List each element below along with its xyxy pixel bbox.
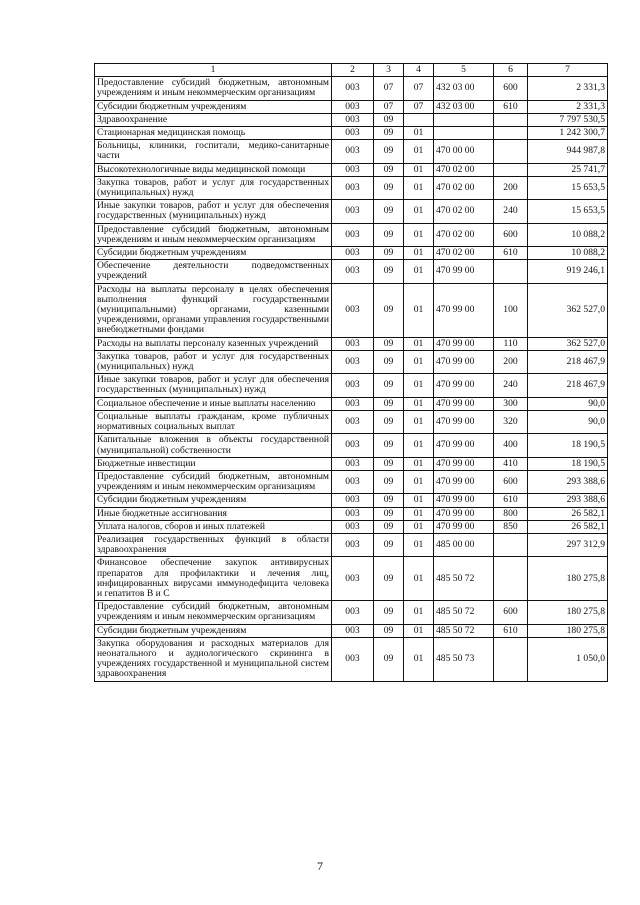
table-header-row bbox=[95, 64, 608, 77]
row-name-cell: Здравоохранение bbox=[95, 113, 332, 126]
row-subsection-code-cell: 01 bbox=[404, 533, 434, 556]
row-ministry-code-cell: 003 bbox=[332, 260, 374, 283]
table-row bbox=[95, 374, 608, 397]
row-name-cell: Предоставление субсидий бюджетным, автономным учреждениям и иным некоммерческим организациям bbox=[95, 470, 332, 493]
row-target-article-cell: 470 99 00 bbox=[434, 397, 494, 410]
row-target-article-cell: 485 50 72 bbox=[434, 601, 494, 624]
row-subsection-code-cell: 01 bbox=[404, 140, 434, 163]
row-subsection-code-cell: 07 bbox=[404, 77, 434, 100]
row-ministry-code-cell: 003 bbox=[332, 410, 374, 433]
row-target-article-cell: 432 03 00 bbox=[434, 100, 494, 113]
row-amount-cell: 25 741,7 bbox=[528, 163, 608, 176]
table-row bbox=[95, 113, 608, 126]
row-section-code-cell: 09 bbox=[374, 140, 404, 163]
row-section-code-cell: 09 bbox=[374, 127, 404, 140]
row-expense-type-cell bbox=[494, 557, 528, 601]
row-ministry-code-cell: 003 bbox=[332, 113, 374, 126]
row-amount-cell: 15 653,5 bbox=[528, 200, 608, 223]
table-row bbox=[95, 100, 608, 113]
table-row bbox=[95, 520, 608, 533]
row-subsection-code-cell: 01 bbox=[404, 397, 434, 410]
row-name-cell: Иные закупки товаров, работ и услуг для обеспечения государственных (муниципальных) нужд bbox=[95, 374, 332, 397]
table-row bbox=[95, 397, 608, 410]
row-ministry-code-cell: 003 bbox=[332, 337, 374, 350]
row-ministry-code-cell: 003 bbox=[332, 557, 374, 601]
row-expense-type-cell bbox=[494, 113, 528, 126]
row-ministry-code-cell: 003 bbox=[332, 374, 374, 397]
table-row bbox=[95, 337, 608, 350]
table-row bbox=[95, 533, 608, 556]
row-ministry-code-cell: 003 bbox=[332, 77, 374, 100]
table-row bbox=[95, 163, 608, 176]
row-name-cell: Высокотехнологичные виды медицинской помощи bbox=[95, 163, 332, 176]
row-name-cell: Больницы, клиники, госпитали, медико-санитарные части bbox=[95, 140, 332, 163]
column-header: 4 bbox=[404, 64, 434, 77]
row-section-code-cell: 09 bbox=[374, 507, 404, 520]
column-header: 3 bbox=[374, 64, 404, 77]
row-subsection-code-cell: 01 bbox=[404, 350, 434, 373]
row-amount-cell: 362 527,0 bbox=[528, 283, 608, 337]
row-ministry-code-cell: 003 bbox=[332, 637, 374, 681]
row-expense-type-cell: 850 bbox=[494, 520, 528, 533]
row-target-article-cell: 470 99 00 bbox=[434, 434, 494, 457]
row-expense-type-cell: 240 bbox=[494, 200, 528, 223]
row-amount-cell: 293 388,6 bbox=[528, 494, 608, 507]
row-target-article-cell: 485 00 00 bbox=[434, 533, 494, 556]
row-name-cell: Закупка товаров, работ и услуг для государственных (муниципальных) нужд bbox=[95, 176, 332, 199]
row-subsection-code-cell: 01 bbox=[404, 247, 434, 260]
row-ministry-code-cell: 003 bbox=[332, 140, 374, 163]
row-target-article-cell: 470 99 00 bbox=[434, 337, 494, 350]
row-subsection-code-cell: 01 bbox=[404, 624, 434, 637]
table-row bbox=[95, 601, 608, 624]
table-row bbox=[95, 557, 608, 601]
row-ministry-code-cell: 003 bbox=[332, 100, 374, 113]
row-section-code-cell: 09 bbox=[374, 557, 404, 601]
row-target-article-cell: 470 99 00 bbox=[434, 470, 494, 493]
row-section-code-cell: 09 bbox=[374, 520, 404, 533]
row-section-code-cell: 09 bbox=[374, 283, 404, 337]
row-amount-cell: 1 242 300,7 bbox=[528, 127, 608, 140]
row-expense-type-cell bbox=[494, 127, 528, 140]
row-name-cell: Предоставление субсидий бюджетным, автономным учреждениям и иным некоммерческим организациям bbox=[95, 601, 332, 624]
row-expense-type-cell bbox=[494, 163, 528, 176]
row-ministry-code-cell: 003 bbox=[332, 247, 374, 260]
row-ministry-code-cell: 003 bbox=[332, 624, 374, 637]
row-expense-type-cell bbox=[494, 260, 528, 283]
row-expense-type-cell: 610 bbox=[494, 494, 528, 507]
table-body bbox=[95, 64, 608, 682]
row-ministry-code-cell: 003 bbox=[332, 397, 374, 410]
row-amount-cell: 180 275,8 bbox=[528, 601, 608, 624]
row-amount-cell: 362 527,0 bbox=[528, 337, 608, 350]
row-ministry-code-cell: 003 bbox=[332, 350, 374, 373]
row-expense-type-cell: 300 bbox=[494, 397, 528, 410]
row-target-article-cell: 470 99 00 bbox=[434, 374, 494, 397]
row-expense-type-cell bbox=[494, 140, 528, 163]
row-name-cell: Бюджетные инвестиции bbox=[95, 457, 332, 470]
row-target-article-cell bbox=[434, 127, 494, 140]
row-amount-cell: 1 050,0 bbox=[528, 637, 608, 681]
row-ministry-code-cell: 003 bbox=[332, 494, 374, 507]
row-target-article-cell: 470 99 00 bbox=[434, 410, 494, 433]
row-name-cell: Субсидии бюджетным учреждениям bbox=[95, 494, 332, 507]
row-subsection-code-cell: 01 bbox=[404, 557, 434, 601]
row-ministry-code-cell: 003 bbox=[332, 533, 374, 556]
row-amount-cell: 293 388,6 bbox=[528, 470, 608, 493]
row-target-article-cell: 485 50 72 bbox=[434, 557, 494, 601]
row-name-cell: Субсидии бюджетным учреждениям bbox=[95, 624, 332, 637]
table-row bbox=[95, 260, 608, 283]
row-section-code-cell: 09 bbox=[374, 113, 404, 126]
row-ministry-code-cell: 003 bbox=[332, 520, 374, 533]
row-name-cell: Закупка оборудования и расходных материалов для неонатального и аудиологического скрининга в учреждениях государственной и муниципальной систем здравоохранения bbox=[95, 637, 332, 681]
column-header: 2 bbox=[332, 64, 374, 77]
row-section-code-cell: 09 bbox=[374, 410, 404, 433]
row-section-code-cell: 09 bbox=[374, 200, 404, 223]
row-amount-cell: 26 582,1 bbox=[528, 520, 608, 533]
table-row bbox=[95, 223, 608, 246]
row-ministry-code-cell: 003 bbox=[332, 507, 374, 520]
row-subsection-code-cell: 01 bbox=[404, 637, 434, 681]
row-expense-type-cell: 800 bbox=[494, 507, 528, 520]
row-target-article-cell: 470 99 00 bbox=[434, 507, 494, 520]
row-amount-cell: 944 987,8 bbox=[528, 140, 608, 163]
row-section-code-cell: 09 bbox=[374, 470, 404, 493]
row-target-article-cell: 432 03 00 bbox=[434, 77, 494, 100]
row-subsection-code-cell: 01 bbox=[404, 163, 434, 176]
row-target-article-cell: 470 99 00 bbox=[434, 520, 494, 533]
row-ministry-code-cell: 003 bbox=[332, 457, 374, 470]
table-row bbox=[95, 283, 608, 337]
row-expense-type-cell: 200 bbox=[494, 350, 528, 373]
row-subsection-code-cell: 01 bbox=[404, 434, 434, 457]
row-name-cell: Предоставление субсидий бюджетным, автономным учреждениям и иным некоммерческим организациям bbox=[95, 77, 332, 100]
row-section-code-cell: 09 bbox=[374, 374, 404, 397]
row-expense-type-cell: 600 bbox=[494, 223, 528, 246]
row-name-cell: Иные бюджетные ассигнования bbox=[95, 507, 332, 520]
table-row bbox=[95, 140, 608, 163]
row-target-article-cell: 470 02 00 bbox=[434, 223, 494, 246]
row-section-code-cell: 09 bbox=[374, 637, 404, 681]
row-ministry-code-cell: 003 bbox=[332, 200, 374, 223]
row-name-cell: Капитальные вложения в объекты государственной (муниципальной) собственности bbox=[95, 434, 332, 457]
row-name-cell: Реализация государственных функций в области здравоохранения bbox=[95, 533, 332, 556]
table-row bbox=[95, 507, 608, 520]
row-expense-type-cell: 610 bbox=[494, 247, 528, 260]
column-header: 5 bbox=[434, 64, 494, 77]
row-subsection-code-cell: 01 bbox=[404, 223, 434, 246]
row-name-cell: Расходы на выплаты персоналу казенных учреждений bbox=[95, 337, 332, 350]
row-target-article-cell: 470 00 00 bbox=[434, 140, 494, 163]
row-expense-type-cell: 600 bbox=[494, 77, 528, 100]
column-header: 7 bbox=[528, 64, 608, 77]
row-subsection-code-cell: 01 bbox=[404, 507, 434, 520]
row-section-code-cell: 09 bbox=[374, 397, 404, 410]
row-subsection-code-cell: 01 bbox=[404, 494, 434, 507]
table-row bbox=[95, 410, 608, 433]
row-name-cell: Иные закупки товаров, работ и услуг для обеспечения государственных (муниципальных) нужд bbox=[95, 200, 332, 223]
page-number: 7 bbox=[317, 859, 323, 873]
row-name-cell: Стационарная медицинская помощь bbox=[95, 127, 332, 140]
row-name-cell: Социальное обеспечение и иные выплаты населению bbox=[95, 397, 332, 410]
row-target-article-cell: 470 99 00 bbox=[434, 494, 494, 507]
row-subsection-code-cell: 01 bbox=[404, 260, 434, 283]
row-subsection-code-cell: 01 bbox=[404, 457, 434, 470]
row-subsection-code-cell: 01 bbox=[404, 470, 434, 493]
budget-table bbox=[94, 63, 608, 682]
row-subsection-code-cell: 01 bbox=[404, 200, 434, 223]
row-target-article-cell: 485 50 73 bbox=[434, 637, 494, 681]
row-amount-cell: 297 312,9 bbox=[528, 533, 608, 556]
row-target-article-cell: 470 99 00 bbox=[434, 350, 494, 373]
row-subsection-code-cell: 01 bbox=[404, 601, 434, 624]
table-row bbox=[95, 200, 608, 223]
row-section-code-cell: 09 bbox=[374, 223, 404, 246]
row-section-code-cell: 09 bbox=[374, 350, 404, 373]
row-target-article-cell bbox=[434, 113, 494, 126]
row-expense-type-cell bbox=[494, 637, 528, 681]
row-ministry-code-cell: 003 bbox=[332, 283, 374, 337]
row-section-code-cell: 09 bbox=[374, 163, 404, 176]
row-target-article-cell: 470 99 00 bbox=[434, 260, 494, 283]
row-target-article-cell: 470 02 00 bbox=[434, 200, 494, 223]
row-ministry-code-cell: 003 bbox=[332, 223, 374, 246]
row-name-cell: Предоставление субсидий бюджетным, автономным учреждениям и иным некоммерческим организациям bbox=[95, 223, 332, 246]
row-amount-cell: 15 653,5 bbox=[528, 176, 608, 199]
table-row bbox=[95, 77, 608, 100]
row-section-code-cell: 09 bbox=[374, 494, 404, 507]
row-section-code-cell: 09 bbox=[374, 337, 404, 350]
row-expense-type-cell: 610 bbox=[494, 100, 528, 113]
table-row bbox=[95, 127, 608, 140]
row-amount-cell: 180 275,8 bbox=[528, 624, 608, 637]
table-row bbox=[95, 247, 608, 260]
row-target-article-cell: 470 02 00 bbox=[434, 247, 494, 260]
row-name-cell: Уплата налогов, сборов и иных платежей bbox=[95, 520, 332, 533]
row-section-code-cell: 07 bbox=[374, 100, 404, 113]
row-section-code-cell: 07 bbox=[374, 77, 404, 100]
row-name-cell: Закупка товаров, работ и услуг для государственных (муниципальных) нужд bbox=[95, 350, 332, 373]
table-row bbox=[95, 176, 608, 199]
row-expense-type-cell: 600 bbox=[494, 601, 528, 624]
row-target-article-cell: 470 02 00 bbox=[434, 176, 494, 199]
column-header: 6 bbox=[494, 64, 528, 77]
row-amount-cell: 180 275,8 bbox=[528, 557, 608, 601]
row-subsection-code-cell: 01 bbox=[404, 520, 434, 533]
column-header: 1 bbox=[95, 64, 332, 77]
row-subsection-code-cell: 01 bbox=[404, 374, 434, 397]
row-amount-cell: 18 190,5 bbox=[528, 434, 608, 457]
row-amount-cell: 18 190,5 bbox=[528, 457, 608, 470]
row-subsection-code-cell: 01 bbox=[404, 337, 434, 350]
row-amount-cell: 26 582,1 bbox=[528, 507, 608, 520]
row-name-cell: Расходы на выплаты персоналу в целях обеспечения выполнения функций государственными (муниципальными) органами, казенными учреждениями, органами управления государственными внебюджетными фондами bbox=[95, 283, 332, 337]
row-expense-type-cell: 600 bbox=[494, 470, 528, 493]
row-subsection-code-cell: 07 bbox=[404, 100, 434, 113]
row-ministry-code-cell: 003 bbox=[332, 470, 374, 493]
row-expense-type-cell: 410 bbox=[494, 457, 528, 470]
row-subsection-code-cell: 01 bbox=[404, 283, 434, 337]
row-section-code-cell: 09 bbox=[374, 176, 404, 199]
table-row bbox=[95, 637, 608, 681]
row-expense-type-cell bbox=[494, 533, 528, 556]
row-amount-cell: 90,0 bbox=[528, 397, 608, 410]
row-ministry-code-cell: 003 bbox=[332, 163, 374, 176]
row-ministry-code-cell: 003 bbox=[332, 601, 374, 624]
table-row bbox=[95, 624, 608, 637]
row-expense-type-cell: 110 bbox=[494, 337, 528, 350]
row-name-cell: Финансовое обеспечение закупок антивирусных препаратов для профилактики и лечения лиц, инфицированных вирусами иммунодефицита человека и гепатитов В и С bbox=[95, 557, 332, 601]
row-subsection-code-cell: 01 bbox=[404, 127, 434, 140]
row-target-article-cell: 470 02 00 bbox=[434, 163, 494, 176]
table-row bbox=[95, 470, 608, 493]
row-ministry-code-cell: 003 bbox=[332, 127, 374, 140]
row-subsection-code-cell bbox=[404, 113, 434, 126]
row-expense-type-cell: 200 bbox=[494, 176, 528, 199]
row-expense-type-cell: 320 bbox=[494, 410, 528, 433]
row-expense-type-cell: 610 bbox=[494, 624, 528, 637]
row-section-code-cell: 09 bbox=[374, 533, 404, 556]
row-name-cell: Обеспечение деятельности подведомственных учреждений bbox=[95, 260, 332, 283]
row-amount-cell: 2 331,3 bbox=[528, 100, 608, 113]
table-row bbox=[95, 350, 608, 373]
row-section-code-cell: 09 bbox=[374, 247, 404, 260]
row-amount-cell: 90,0 bbox=[528, 410, 608, 433]
table-row bbox=[95, 457, 608, 470]
row-amount-cell: 218 467,9 bbox=[528, 374, 608, 397]
row-section-code-cell: 09 bbox=[374, 434, 404, 457]
row-amount-cell: 7 797 530,5 bbox=[528, 113, 608, 126]
row-ministry-code-cell: 003 bbox=[332, 434, 374, 457]
row-expense-type-cell: 240 bbox=[494, 374, 528, 397]
row-target-article-cell: 470 99 00 bbox=[434, 283, 494, 337]
row-target-article-cell: 485 50 72 bbox=[434, 624, 494, 637]
row-amount-cell: 10 088,2 bbox=[528, 223, 608, 246]
row-subsection-code-cell: 01 bbox=[404, 410, 434, 433]
row-section-code-cell: 09 bbox=[374, 457, 404, 470]
row-amount-cell: 10 088,2 bbox=[528, 247, 608, 260]
table-row bbox=[95, 434, 608, 457]
row-amount-cell: 218 467,9 bbox=[528, 350, 608, 373]
row-expense-type-cell: 100 bbox=[494, 283, 528, 337]
row-section-code-cell: 09 bbox=[374, 624, 404, 637]
row-expense-type-cell: 400 bbox=[494, 434, 528, 457]
row-name-cell: Социальные выплаты гражданам, кроме публичных нормативных социальных выплат bbox=[95, 410, 332, 433]
row-name-cell: Субсидии бюджетным учреждениям bbox=[95, 247, 332, 260]
row-subsection-code-cell: 01 bbox=[404, 176, 434, 199]
row-ministry-code-cell: 003 bbox=[332, 176, 374, 199]
row-name-cell: Субсидии бюджетным учреждениям bbox=[95, 100, 332, 113]
row-target-article-cell: 470 99 00 bbox=[434, 457, 494, 470]
table-row bbox=[95, 494, 608, 507]
row-section-code-cell: 09 bbox=[374, 601, 404, 624]
row-section-code-cell: 09 bbox=[374, 260, 404, 283]
row-amount-cell: 2 331,3 bbox=[528, 77, 608, 100]
row-amount-cell: 919 246,1 bbox=[528, 260, 608, 283]
